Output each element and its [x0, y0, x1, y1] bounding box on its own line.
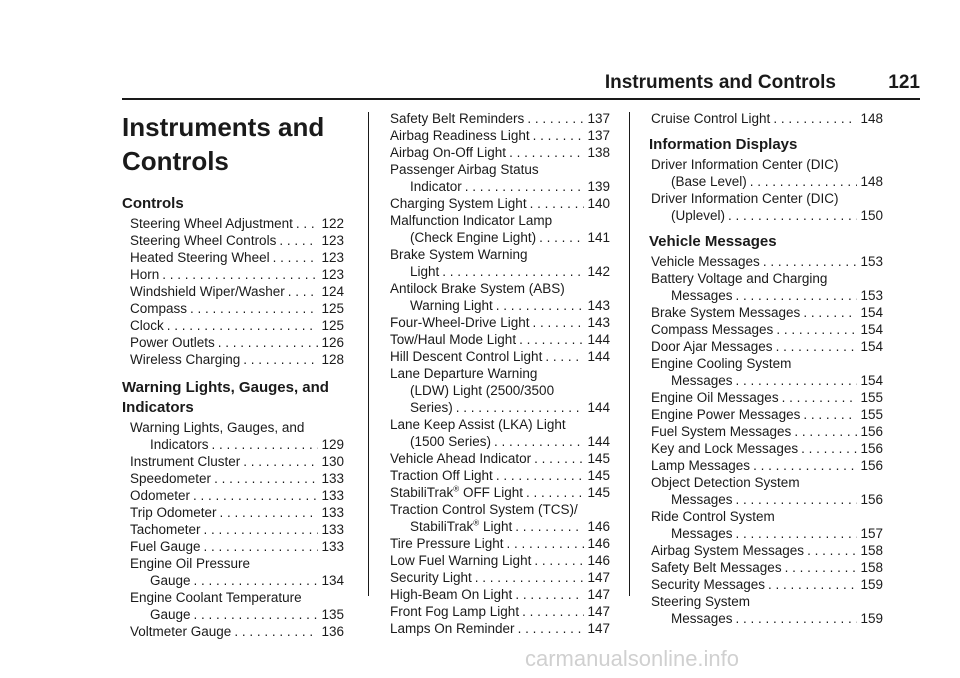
header-rule: [122, 98, 920, 100]
toc-entry[interactable]: Fuel System Messages . . . 156: [651, 423, 883, 440]
toc-entry[interactable]: Wireless Charging . . . 128: [122, 351, 344, 368]
toc-entry[interactable]: Low Fuel Warning Light . . . 146: [390, 552, 610, 569]
toc-entry[interactable]: Fuel Gauge . . . 133: [122, 538, 344, 555]
toc-entry[interactable]: Lane Keep Assist (LKA) Light (1500 Series) . . . 144: [390, 416, 610, 450]
toc-entry[interactable]: Steering Wheel Adjustment . . . 122: [122, 215, 344, 232]
toc-entry[interactable]: Engine Cooling System Messages . . . 154: [651, 355, 883, 389]
column-divider: [368, 112, 369, 596]
toc-entry[interactable]: Vehicle Ahead Indicator . . . 145: [390, 450, 610, 467]
toc-entry[interactable]: Steering Wheel Controls . . . 123: [122, 232, 344, 249]
column-divider: [629, 112, 630, 596]
toc-entry[interactable]: Key and Lock Messages . . . 156: [651, 440, 883, 457]
toc-entry[interactable]: Malfunction Indicator Lamp (Check Engine Light) . . . 141: [390, 212, 610, 246]
toc-entry[interactable]: Power Outlets . . . 126: [122, 334, 344, 351]
toc-entry[interactable]: Lane Departure Warning (LDW) Light (2500/3500 Series) . . . 144: [390, 365, 610, 416]
toc-entry[interactable]: Engine Oil Pressure Gauge . . . 134: [122, 555, 344, 589]
section-title-information-displays: Information Displays: [649, 136, 798, 153]
controls-list: [122, 215, 344, 368]
page-number: 121: [888, 72, 920, 93]
toc-entry[interactable]: Tachometer . . . 133: [122, 521, 344, 538]
toc-column-2: [390, 110, 610, 637]
toc-entry[interactable]: Lamps On Reminder . . . 147: [390, 620, 610, 637]
toc-entry[interactable]: Trip Odometer . . . 133: [122, 504, 344, 521]
toc-entry[interactable]: Tire Pressure Light . . . 146: [390, 535, 610, 552]
toc-entry[interactable]: Engine Coolant Temperature Gauge . . . 135: [122, 589, 344, 623]
watermark: carmanualsonline.info: [525, 646, 740, 671]
toc-entry[interactable]: Security Messages . . . 159: [651, 576, 883, 593]
toc-entry[interactable]: Cruise Control Light . . . 148: [651, 110, 883, 127]
toc-entry[interactable]: Tow/Haul Mode Light . . . 144: [390, 331, 610, 348]
toc-entry[interactable]: Hill Descent Control Light . . . 144: [390, 348, 610, 365]
toc-entry[interactable]: Airbag Readiness Light . . . 137: [390, 127, 610, 144]
toc-entry[interactable]: Odometer . . . 133: [122, 487, 344, 504]
toc-entry[interactable]: Vehicle Messages . . . 153: [651, 253, 883, 270]
toc-entry[interactable]: Horn . . . 123: [122, 266, 344, 283]
toc-entry[interactable]: Ride Control System Messages . . . 157: [651, 508, 883, 542]
toc-entry[interactable]: High-Beam On Light . . . 147: [390, 586, 610, 603]
toc-entry[interactable]: Engine Power Messages . . . 155: [651, 406, 883, 423]
toc-entry[interactable]: Speedometer . . . 133: [122, 470, 344, 487]
toc-entry[interactable]: Safety Belt Reminders . . . 137: [390, 110, 610, 127]
toc-entry[interactable]: Brake System Warning Light . . . 142: [390, 246, 610, 280]
toc-entry[interactable]: Driver Information Center (DIC) (Base Level) . . . 148: [651, 156, 883, 190]
toc-entry[interactable]: Airbag On-Off Light . . . 138: [390, 144, 610, 161]
toc-entry[interactable]: Safety Belt Messages . . . 158: [651, 559, 883, 576]
toc-entry[interactable]: Brake System Messages . . . 154: [651, 304, 883, 321]
toc-column-3: [651, 110, 883, 627]
toc-entry[interactable]: Charging System Light . . . 140: [390, 195, 610, 212]
toc-entry[interactable]: Passenger Airbag Status Indicator . . . 139: [390, 161, 610, 195]
toc-entry[interactable]: Instrument Cluster . . . 130: [122, 453, 344, 470]
toc-entry[interactable]: Door Ajar Messages . . . 154: [651, 338, 883, 355]
section-title-vehicle-messages: Vehicle Messages: [649, 233, 777, 250]
toc-entry[interactable]: Traction Off Light . . . 145: [390, 467, 610, 484]
toc-entry[interactable]: Security Light . . . 147: [390, 569, 610, 586]
toc-entry[interactable]: Voltmeter Gauge . . . 136: [122, 623, 344, 640]
toc-entry[interactable]: Engine Oil Messages . . . 155: [651, 389, 883, 406]
toc-entry[interactable]: Traction Control System (TCS)/ StabiliTrak® Light . . . 146: [390, 501, 610, 535]
toc-entry[interactable]: Compass . . . 125: [122, 300, 344, 317]
toc-entry[interactable]: StabiliTrak® OFF Light . . . 145: [390, 484, 610, 501]
chapter-title: Instruments and Controls: [122, 112, 325, 176]
toc-entry[interactable]: Four-Wheel-Drive Light . . . 143: [390, 314, 610, 331]
toc-entry[interactable]: Heated Steering Wheel . . . 123: [122, 249, 344, 266]
toc-entry[interactable]: Clock . . . 125: [122, 317, 344, 334]
toc-entry[interactable]: Battery Voltage and Charging Messages . . . 153: [651, 270, 883, 304]
toc-entry[interactable]: Antilock Brake System (ABS) Warning Light . . . 143: [390, 280, 610, 314]
toc-entry[interactable]: Airbag System Messages . . . 158: [651, 542, 883, 559]
section-title-warning: Warning Lights, Gauges, and Indicators: [122, 379, 329, 416]
toc-entry[interactable]: Steering System Messages . . . 159: [651, 593, 883, 627]
section-title-controls: Controls: [122, 195, 184, 212]
toc-column-1: [122, 106, 344, 640]
toc-entry[interactable]: Object Detection System Messages . . . 156: [651, 474, 883, 508]
page-header: [0, 72, 960, 98]
toc-entry[interactable]: Warning Lights, Gauges, and Indicators . . . 129: [122, 419, 344, 453]
toc-entry[interactable]: Driver Information Center (DIC) (Uplevel) . . . 150: [651, 190, 883, 224]
toc-entry[interactable]: Compass Messages . . . 154: [651, 321, 883, 338]
toc-entry[interactable]: Windshield Wiper/Washer . . . 124: [122, 283, 344, 300]
header-title: Instruments and Controls: [604, 72, 836, 93]
toc-entry[interactable]: Front Fog Lamp Light . . . 147: [390, 603, 610, 620]
toc-entry[interactable]: Lamp Messages . . . 156: [651, 457, 883, 474]
